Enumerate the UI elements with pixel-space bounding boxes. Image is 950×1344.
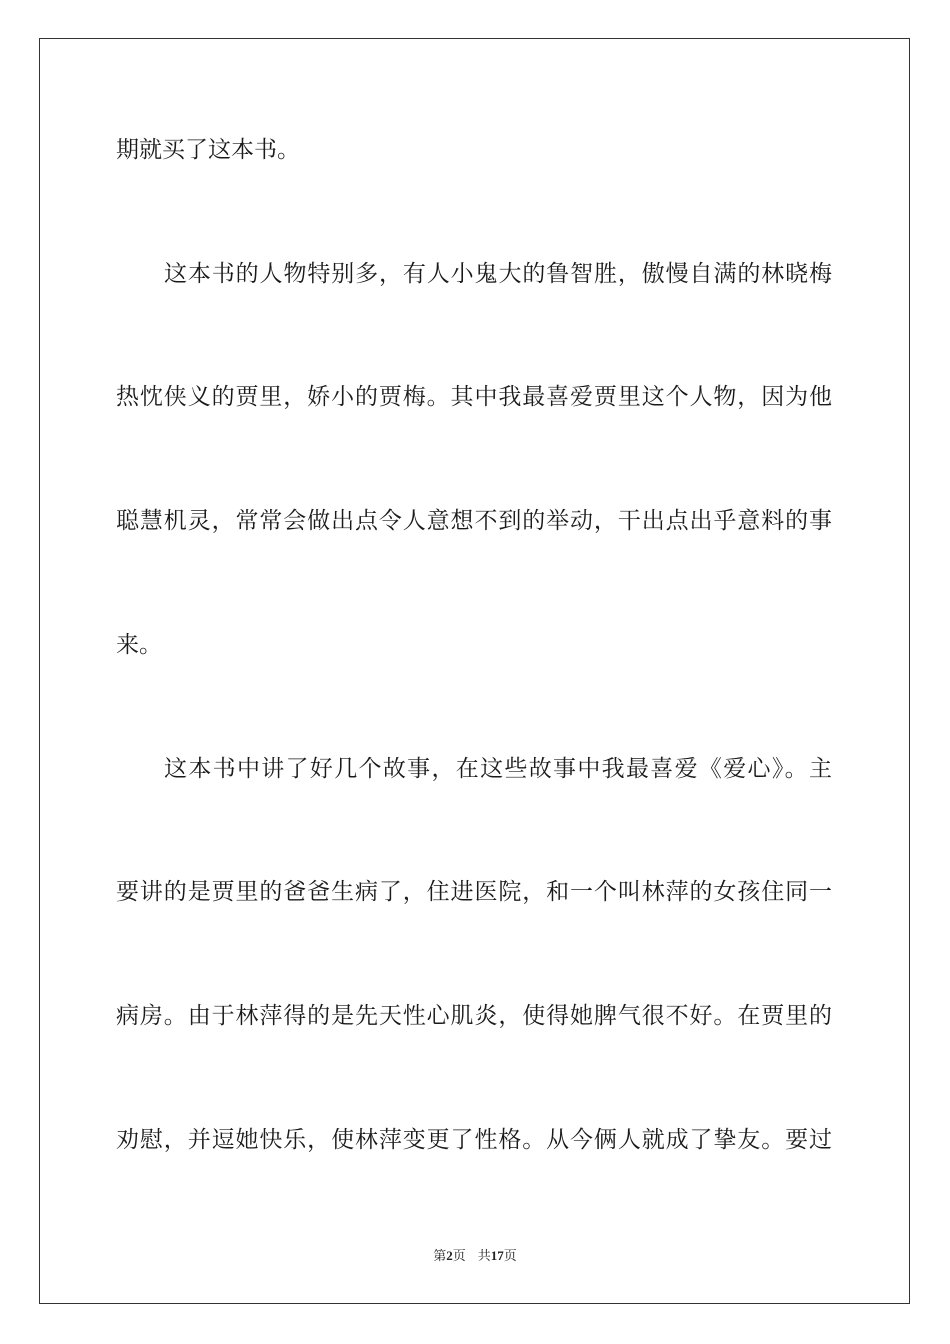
paragraph-line-4: 聪慧机灵，常常会做出点令人意想不到的举动，干出点出乎意料的事 [116, 508, 832, 534]
page-number: 2 [446, 1248, 453, 1263]
paragraph-line-7: 要讲的是贾里的爸爸生病了，住进医院，和一个叫林萍的女孩住同一 [116, 879, 832, 905]
paragraph-line-8: 病房。由于林萍得的是先天性心肌炎，使得她脾气很不好。在贾里的 [116, 1003, 832, 1029]
page-footer [0, 1246, 950, 1267]
paragraph-line-1: 期就买了这本书。 [116, 137, 300, 163]
page-label-suffix: 页 [452, 1249, 466, 1264]
paragraph-line-5: 来。 [116, 632, 162, 658]
page-border [39, 38, 910, 1304]
paragraph-line-2: 这本书的人物特别多，有人小鬼大的鲁智胜，傲慢自满的林晓梅 [164, 261, 832, 287]
paragraph-line-3: 热忱侠义的贾里，娇小的贾梅。其中我最喜爱贾里这个人物，因为他 [116, 384, 832, 410]
page-label-prefix: 第 [433, 1249, 447, 1264]
total-label-suffix: 页 [503, 1249, 517, 1264]
paragraph-line-9: 劝慰，并逗她快乐，使林萍变更了性格。从今俩人就成了挚友。要过 [116, 1127, 832, 1153]
total-pages: 17 [490, 1248, 504, 1263]
total-label-prefix: 共 [477, 1249, 491, 1264]
paragraph-line-6: 这本书中讲了好几个故事，在这些故事中我最喜爱《爱心》。主 [164, 756, 832, 782]
